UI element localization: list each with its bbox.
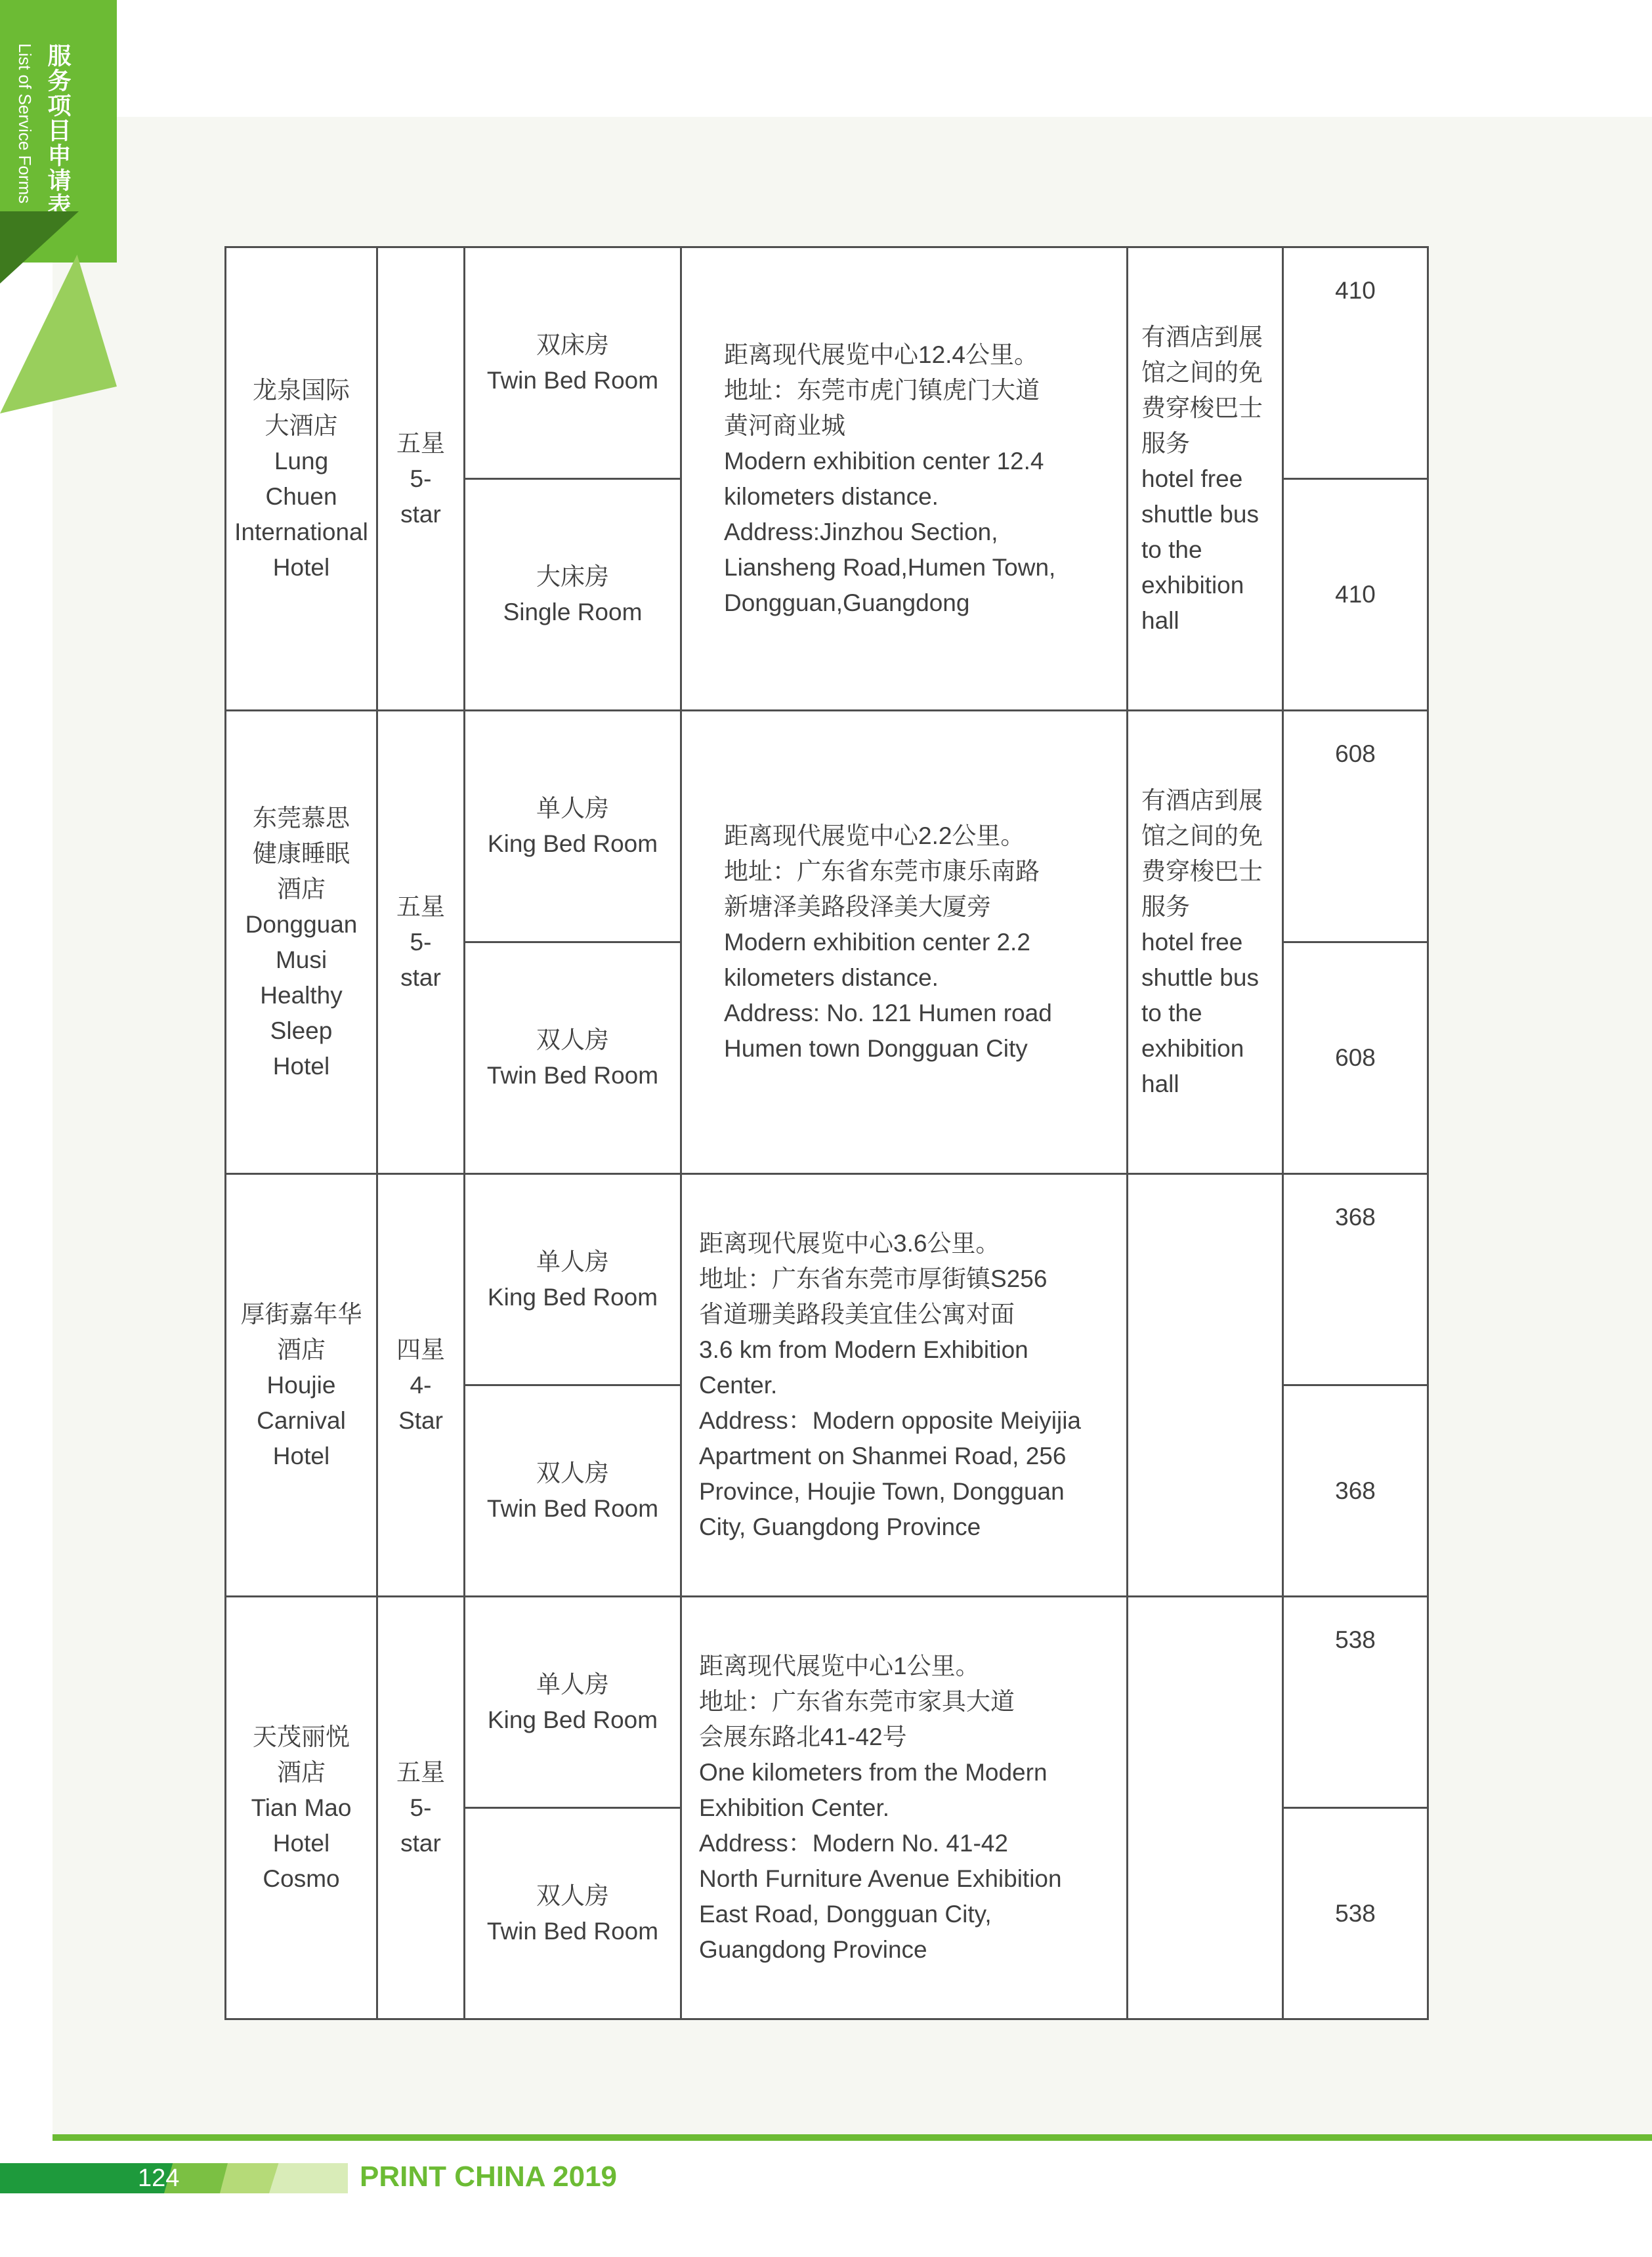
- table-row: [226, 1597, 1428, 1808]
- tab-fold-decoration: [0, 211, 79, 284]
- shuttle-line: hall: [1141, 1070, 1179, 1097]
- room-type-en: Twin Bed Room: [486, 367, 659, 394]
- hotel-name-cell: [226, 711, 377, 1174]
- price-cell: [1283, 1174, 1428, 1385]
- hotel-name-line: Cosmo: [263, 1865, 340, 1892]
- address-line: 距离现代展览中心3.6公里。: [699, 1229, 1000, 1257]
- address-line: City, Guangdong Province: [699, 1513, 981, 1540]
- price-cell: [1283, 479, 1428, 711]
- address-line: 地址：东莞市虎门镇虎门大道: [724, 376, 1040, 404]
- shuttle-line: 馆之间的免: [1141, 358, 1263, 386]
- shuttle-line: 费穿梭巴士: [1141, 857, 1263, 885]
- star-rating-line: Star: [398, 1406, 443, 1434]
- address-line: One kilometers from the Modern: [699, 1758, 1048, 1786]
- hotel-name-line: 酒店: [277, 1336, 326, 1363]
- price-cell: [1283, 1597, 1428, 1808]
- address-line: 3.6 km from Modern Exhibition: [699, 1336, 1028, 1363]
- shuttle-line: hall: [1141, 606, 1179, 634]
- hotel-name-cell: [226, 1174, 377, 1597]
- star-rating-line: star: [400, 500, 441, 528]
- price-value: 410: [1335, 277, 1376, 304]
- star-rating-cell: [377, 1597, 465, 2019]
- address-line: 地址：广东省东莞市康乐南路: [724, 857, 1040, 885]
- hotel-name-line: Dongguan: [245, 910, 358, 938]
- room-type-en: Twin Bed Room: [486, 1062, 659, 1089]
- address-line: 地址：广东省东莞市家具大道: [699, 1687, 1015, 1715]
- address-line: Address:Jinzhou Section,: [724, 518, 998, 545]
- price-cell: [1283, 247, 1428, 479]
- shuttle-line: to the: [1141, 999, 1202, 1026]
- hotel-name-line: Healthy: [260, 981, 343, 1009]
- address-line: 距离现代展览中心2.2公里。: [724, 822, 1025, 849]
- hotel-name-line: Hotel: [272, 553, 330, 581]
- address-line: kilometers distance.: [724, 963, 939, 991]
- hotel-name-line: 天茂丽悦: [253, 1723, 350, 1750]
- address-line: 黄河商业城: [724, 411, 845, 439]
- address-line: Apartment on Shanmei Road, 256: [699, 1442, 1067, 1469]
- star-rating-line: 5-: [410, 1794, 432, 1821]
- price-cell: [1283, 711, 1428, 942]
- price-cell: [1283, 942, 1428, 1174]
- hotel-name-cell: [226, 247, 377, 711]
- hotel-name-line: 酒店: [277, 875, 326, 902]
- address-line: Humen town Dongguan City: [724, 1034, 1028, 1062]
- hotel-name-line: 龙泉国际: [253, 376, 350, 404]
- address-line: kilometers distance.: [724, 482, 939, 510]
- address-line: Liansheng Road,Humen Town,: [724, 553, 1056, 581]
- room-type-cell: [465, 479, 681, 711]
- shuttle-line: 服务: [1141, 429, 1190, 457]
- address-cell: [681, 711, 1128, 1174]
- address-line: 距离现代展览中心1公里。: [699, 1652, 980, 1679]
- hotel-name-line: Carnival: [257, 1406, 346, 1434]
- address-line: 会展东路北41-42号: [699, 1723, 907, 1750]
- shuttle-line: 费穿梭巴士: [1141, 394, 1263, 421]
- hotel-name-line: Tian Mao: [251, 1794, 352, 1821]
- room-type-en: Twin Bed Room: [486, 1494, 659, 1522]
- room-type-en: Single Room: [503, 599, 643, 625]
- room-type-en: King Bed Room: [487, 830, 658, 857]
- hotel-name-line: Hotel: [272, 1442, 330, 1469]
- shuttle-line: 馆之间的免: [1141, 822, 1263, 849]
- price-cell: [1283, 1808, 1428, 2019]
- hotel-name-cell: [226, 1597, 377, 2019]
- price-value: 368: [1335, 1477, 1376, 1504]
- hotel-name-line: Hotel: [272, 1829, 330, 1857]
- star-rating-line: 五星: [396, 893, 445, 920]
- shuttle-cell: [1128, 1597, 1283, 2019]
- room-type-cn: 双床房: [536, 331, 609, 358]
- star-rating-line: 五星: [396, 1758, 445, 1786]
- shuttle-line: 有酒店到展: [1141, 323, 1263, 350]
- address-line: Dongguan,Guangdong: [724, 589, 970, 616]
- hotel-name-line: Sleep: [270, 1017, 333, 1044]
- price-value: 608: [1335, 740, 1376, 767]
- star-rating-line: 五星: [396, 429, 445, 457]
- address-line: Modern exhibition center 2.2: [724, 928, 1030, 956]
- hotel-name-line: Musi: [275, 946, 328, 973]
- shuttle-line: 服务: [1141, 893, 1190, 920]
- shuttle-line: exhibition: [1141, 1034, 1244, 1062]
- section-title-cn: 服务项目申请表: [44, 43, 71, 218]
- room-type-cell: [465, 942, 681, 1174]
- address-line: Exhibition Center.: [699, 1794, 890, 1821]
- room-type-cell: [465, 1385, 681, 1597]
- room-type-cell: [465, 1174, 681, 1385]
- hotel-name-line: 厚街嘉年华: [240, 1300, 362, 1328]
- shuttle-line: hotel free: [1141, 465, 1243, 492]
- address-line: East Road, Dongguan City,: [699, 1900, 992, 1928]
- star-rating-line: 5-: [410, 465, 432, 492]
- address-line: Guangdong Province: [699, 1935, 927, 1963]
- star-rating-line: 四星: [396, 1336, 445, 1363]
- room-type-cn: 双人房: [536, 1882, 609, 1909]
- room-type-cell: [465, 1597, 681, 1808]
- shuttle-line: shuttle bus: [1141, 500, 1259, 528]
- room-type-en: King Bed Room: [487, 1283, 658, 1311]
- address-cell: [681, 247, 1128, 711]
- hotel-name-line: Hotel: [272, 1052, 330, 1080]
- address-line: North Furniture Avenue Exhibition: [699, 1865, 1062, 1892]
- hotel-name-line: 健康睡眠: [253, 839, 350, 867]
- shuttle-line: 有酒店到展: [1141, 786, 1263, 814]
- shuttle-line: exhibition: [1141, 571, 1244, 599]
- room-type-cell: [465, 247, 681, 479]
- table-row: [226, 247, 1428, 479]
- star-rating-line: star: [400, 1829, 441, 1857]
- room-type-cn: 单人房: [536, 1670, 609, 1698]
- shuttle-line: hotel free: [1141, 928, 1243, 956]
- address-line: Province, Houjie Town, Dongguan: [699, 1477, 1065, 1505]
- hotel-name-line: 酒店: [277, 1758, 326, 1786]
- star-rating-line: 4-: [410, 1371, 432, 1399]
- address-line: 省道珊美路段美宜佳公寓对面: [699, 1300, 1015, 1328]
- star-rating-line: 5-: [410, 928, 432, 956]
- address-line: Modern exhibition center 12.4: [724, 447, 1044, 475]
- price-cell: [1283, 1385, 1428, 1597]
- room-type-cn: 大床房: [536, 563, 609, 590]
- shuttle-line: to the: [1141, 536, 1202, 563]
- star-rating-line: star: [400, 963, 441, 991]
- price-value: 410: [1335, 581, 1376, 608]
- footer-rule: [53, 2134, 1652, 2141]
- hotel-table: [224, 246, 1429, 2020]
- room-type-en: King Bed Room: [487, 1706, 658, 1733]
- publication-title: PRINT CHINA 2019: [360, 2161, 618, 2193]
- hotel-name-line: Chuen: [265, 482, 337, 510]
- shuttle-cell: [1128, 1174, 1283, 1597]
- hotel-name-line: Lung: [274, 447, 329, 475]
- section-title-en: List of Service Forms: [15, 43, 35, 204]
- address-line: 新塘泽美路段泽美大厦旁: [724, 893, 991, 920]
- room-type-cell: [465, 1808, 681, 2019]
- hotel-name-line: International: [234, 518, 368, 545]
- hotel-name-line: Houjie: [266, 1371, 336, 1399]
- shuttle-cell: [1128, 711, 1283, 1174]
- table-row: [226, 711, 1428, 942]
- address-line: 距离现代展览中心12.4公里。: [724, 341, 1039, 368]
- shuttle-cell: [1128, 247, 1283, 711]
- room-type-cn: 双人房: [536, 1459, 609, 1487]
- page-number: 124: [138, 2164, 180, 2192]
- address-cell: [681, 1597, 1128, 2019]
- price-value: 608: [1335, 1044, 1376, 1071]
- shuttle-line: shuttle bus: [1141, 963, 1259, 991]
- price-value: 538: [1335, 1899, 1376, 1927]
- price-value: 368: [1335, 1204, 1376, 1231]
- address-line: Center.: [699, 1371, 778, 1399]
- star-rating-cell: [377, 1174, 465, 1597]
- room-type-cn: 单人房: [536, 1248, 609, 1275]
- room-type-cn: 双人房: [536, 1026, 609, 1053]
- room-type-en: Twin Bed Room: [486, 1917, 659, 1945]
- table-row: [226, 1174, 1428, 1385]
- address-line: Address: No. 121 Humen road: [724, 999, 1052, 1026]
- room-type-cn: 单人房: [536, 795, 609, 822]
- address-line: Address：Modern No. 41-42: [699, 1829, 1008, 1857]
- room-type-cell: [465, 711, 681, 942]
- hotel-name-line: 东莞慕思: [253, 804, 350, 832]
- star-rating-cell: [377, 247, 465, 711]
- star-rating-cell: [377, 711, 465, 1174]
- address-cell: [681, 1174, 1128, 1597]
- address-line: Address：Modern opposite Meiyijia: [699, 1406, 1081, 1434]
- price-value: 538: [1335, 1626, 1376, 1653]
- hotel-name-line: 大酒店: [265, 411, 338, 439]
- address-line: 地址：广东省东莞市厚街镇S256: [699, 1265, 1048, 1292]
